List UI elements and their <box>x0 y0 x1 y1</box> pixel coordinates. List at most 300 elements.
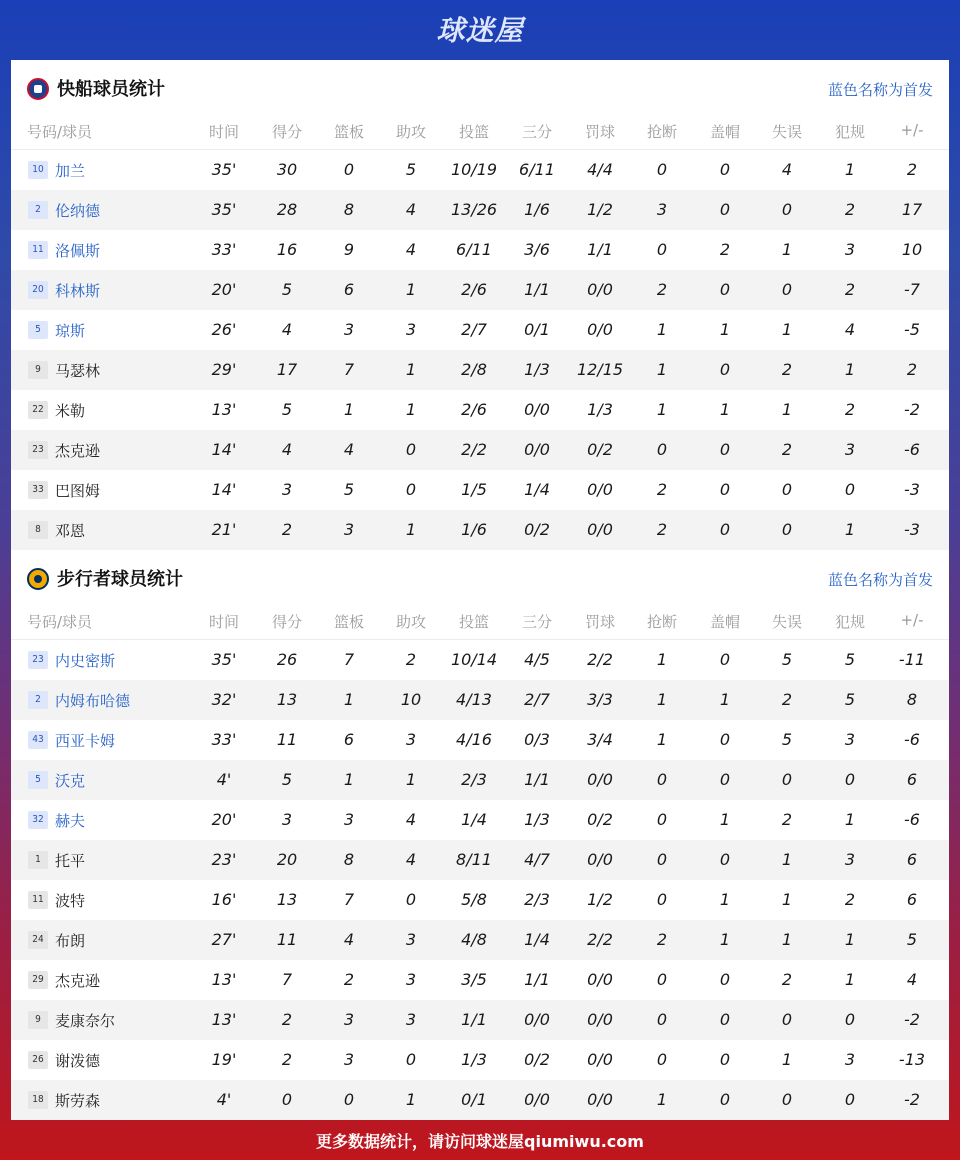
stat-cell: 35' <box>211 200 237 219</box>
stat-cell: 2/7 <box>461 320 487 339</box>
stat-cell: 13' <box>211 970 237 989</box>
stat-cell: 0 <box>719 970 731 989</box>
stat-cell: 1 <box>656 730 668 749</box>
stat-cell: 0 <box>719 850 731 869</box>
stat-cell: 0 <box>405 890 417 909</box>
player-name[interactable]: 杰克逊 <box>55 972 101 990</box>
stat-cell: 1/6 <box>524 200 550 219</box>
stat-cell: 4/13 <box>456 690 492 709</box>
stat-cell: 0 <box>656 240 668 259</box>
jersey-number-badge: 5 <box>28 771 48 789</box>
stat-cell: 0 <box>405 480 417 499</box>
stat-cell: 1/1 <box>587 240 613 259</box>
stat-cell: 4 <box>281 320 293 339</box>
stat-cell: 0 <box>656 1010 668 1029</box>
player-name[interactable]: 琼斯 <box>55 322 86 340</box>
stat-cell: 0 <box>719 1090 731 1109</box>
stat-cell: 27' <box>211 930 237 949</box>
stat-cell: 2 <box>844 400 856 419</box>
player-name[interactable]: 洛佩斯 <box>55 242 101 260</box>
stat-cell: 0 <box>719 360 731 379</box>
column-header: 投篮 <box>458 613 490 631</box>
stat-cell: 2 <box>405 650 417 669</box>
stat-cell: 1 <box>719 890 731 909</box>
stat-cell: 2/2 <box>461 440 487 459</box>
column-header: 助攻 <box>395 123 427 141</box>
player-row[interactable] <box>11 1080 949 1120</box>
player-name[interactable]: 内姆布哈德 <box>55 692 131 710</box>
stat-cell: 0 <box>719 160 731 179</box>
stat-cell: 6 <box>343 280 355 299</box>
stat-cell: 10/14 <box>450 650 498 669</box>
stat-cell: 0/0 <box>587 1050 613 1069</box>
player-row[interactable] <box>11 760 949 800</box>
stat-cell: 0/2 <box>524 1050 550 1069</box>
stat-cell: 1/3 <box>524 810 550 829</box>
stat-cell: 3 <box>844 1050 856 1069</box>
stat-cell: 0/0 <box>524 440 550 459</box>
stat-cell: 16' <box>211 890 237 909</box>
stat-cell: 17 <box>276 360 298 379</box>
stat-cell: 0 <box>656 440 668 459</box>
stat-cell: 0/2 <box>524 520 550 539</box>
stat-cell: 9 <box>343 240 355 259</box>
stat-cell: 1 <box>656 690 668 709</box>
player-name[interactable]: 赫夫 <box>55 812 86 830</box>
stat-cell: 7 <box>343 890 355 909</box>
stat-cell: 30 <box>276 160 298 179</box>
stat-cell: 5/8 <box>461 890 487 909</box>
stat-cell: 2 <box>656 930 668 949</box>
stat-cell: 6 <box>906 850 918 869</box>
stat-cell: -2 <box>904 400 920 419</box>
stat-cell: 6/11 <box>519 160 555 179</box>
stat-cell: 20' <box>211 810 237 829</box>
stat-cell: 3 <box>343 520 355 539</box>
player-name[interactable]: 沃克 <box>55 772 86 790</box>
stat-cell: 1 <box>405 520 417 539</box>
stat-cell: 3 <box>844 850 856 869</box>
stat-cell: 0/1 <box>461 1090 487 1109</box>
stat-cell: 1 <box>343 400 355 419</box>
player-name[interactable]: 伦纳德 <box>55 202 101 220</box>
column-header: 犯规 <box>834 123 866 141</box>
column-header: +/- <box>900 121 924 139</box>
stat-cell: 0 <box>719 1050 731 1069</box>
stat-cell: 5 <box>343 480 355 499</box>
stat-cell: 0/0 <box>524 400 550 419</box>
stat-cell: 3 <box>656 200 668 219</box>
stat-cell: 1/3 <box>587 400 613 419</box>
column-header: 篮板 <box>333 613 365 631</box>
stat-cell: 1 <box>719 320 731 339</box>
stat-cell: 0 <box>719 200 731 219</box>
stat-cell: 0 <box>781 480 793 499</box>
stat-cell: 1 <box>781 1050 793 1069</box>
stat-cell: 1 <box>656 360 668 379</box>
stat-cell: 0 <box>719 730 731 749</box>
column-header: 时间 <box>208 613 240 631</box>
player-name[interactable]: 巴图姆 <box>55 482 101 500</box>
player-row[interactable] <box>11 880 949 920</box>
player-row[interactable] <box>11 680 949 720</box>
stat-cell: 13/26 <box>450 200 498 219</box>
stat-cell: -6 <box>904 810 920 829</box>
stat-cell: 1/3 <box>524 360 550 379</box>
stat-cell: 1/1 <box>524 970 550 989</box>
stat-cell: 1 <box>405 400 417 419</box>
player-row[interactable] <box>11 1040 949 1080</box>
stat-cell: 1 <box>844 930 856 949</box>
stat-cell: 2 <box>781 440 793 459</box>
jersey-number-badge: 18 <box>28 1091 48 1109</box>
stat-cell: 3/4 <box>587 730 613 749</box>
stat-cell: 5 <box>781 730 793 749</box>
jersey-number-badge: 24 <box>28 931 48 949</box>
stat-cell: 8/11 <box>456 850 492 869</box>
stat-cell: 4/8 <box>461 930 487 949</box>
stat-cell: 1 <box>844 360 856 379</box>
stat-cell: 12/15 <box>576 360 624 379</box>
player-row[interactable] <box>11 350 949 390</box>
stat-cell: 35' <box>211 160 237 179</box>
stat-cell: 2 <box>781 690 793 709</box>
stat-cell: -7 <box>904 280 920 299</box>
stat-cell: 11 <box>276 930 298 949</box>
stat-cell: 8 <box>906 690 918 709</box>
stat-cell: 1 <box>719 690 731 709</box>
stat-cell: 2/3 <box>524 890 550 909</box>
player-row[interactable] <box>11 640 949 680</box>
stat-cell: -13 <box>898 1050 926 1069</box>
player-row[interactable] <box>11 960 949 1000</box>
stat-cell: 4 <box>405 240 417 259</box>
stat-cell: 6/11 <box>456 240 492 259</box>
stat-cell: 4 <box>844 320 856 339</box>
stat-cell: 0 <box>656 770 668 789</box>
player-row[interactable] <box>11 390 949 430</box>
stat-cell: -5 <box>904 320 920 339</box>
stat-cell: 0/0 <box>587 280 613 299</box>
player-name[interactable]: 科林斯 <box>55 282 101 300</box>
column-header: 失误 <box>771 123 803 141</box>
stat-cell: 2 <box>343 970 355 989</box>
stat-cell: 0 <box>781 520 793 539</box>
player-row[interactable] <box>11 150 949 190</box>
jersey-number-badge: 1 <box>28 851 48 869</box>
stat-cell: 2 <box>844 890 856 909</box>
jersey-number-badge: 2 <box>28 691 48 709</box>
stat-cell: 2 <box>656 520 668 539</box>
stat-cell: 13' <box>211 1010 237 1029</box>
column-header: 罚球 <box>584 123 616 141</box>
stat-cell: 1 <box>719 400 731 419</box>
jersey-number-badge: 43 <box>28 731 48 749</box>
player-name[interactable]: 波特 <box>55 892 86 910</box>
stat-cell: 0 <box>656 850 668 869</box>
stat-cell: 3 <box>844 240 856 259</box>
stat-cell: 0 <box>781 770 793 789</box>
stat-cell: 1/4 <box>524 930 550 949</box>
stat-cell: 4 <box>906 970 918 989</box>
footer-link[interactable]: 更多数据统计，请访问球迷屋qiumiwu.com <box>316 1131 644 1151</box>
stat-cell: 0/0 <box>587 480 613 499</box>
stat-cell: 0 <box>281 1090 293 1109</box>
stat-cell: 1/3 <box>461 1050 487 1069</box>
stat-cell: 2 <box>781 970 793 989</box>
player-name[interactable]: 内史密斯 <box>55 652 116 670</box>
player-name[interactable]: 托平 <box>55 852 86 870</box>
stat-cell: 0/2 <box>587 440 613 459</box>
column-header: 盖帽 <box>709 613 741 631</box>
stat-cell: 10 <box>400 690 422 709</box>
jersey-number-badge: 20 <box>28 281 48 299</box>
stat-cell: 4 <box>781 160 793 179</box>
stat-cell: 33' <box>211 240 237 259</box>
player-row[interactable] <box>11 510 949 550</box>
stat-cell: 1 <box>844 970 856 989</box>
stat-cell: 2/2 <box>587 650 613 669</box>
stat-cell: 4 <box>405 200 417 219</box>
stat-cell: 1 <box>656 320 668 339</box>
stat-cell: 0/3 <box>524 730 550 749</box>
stat-cell: 4' <box>216 770 232 789</box>
stat-cell: 2 <box>781 810 793 829</box>
stat-cell: -3 <box>904 520 920 539</box>
stat-cell: 0 <box>719 520 731 539</box>
column-header: 号码/球员 <box>27 613 93 631</box>
stat-cell: 0/2 <box>587 810 613 829</box>
stat-cell: 13 <box>276 690 298 709</box>
stat-cell: 2/6 <box>461 280 487 299</box>
jersey-number-badge: 8 <box>28 521 48 539</box>
column-header: 失误 <box>771 613 803 631</box>
stat-cell: 16 <box>276 240 298 259</box>
column-header: +/- <box>900 611 924 629</box>
stat-cell: 33' <box>211 730 237 749</box>
stat-cell: 4/5 <box>524 650 550 669</box>
stat-cell: 3 <box>343 1050 355 1069</box>
stat-cell: 0/0 <box>524 1010 550 1029</box>
stat-cell: 5 <box>281 400 293 419</box>
stat-cell: 0 <box>719 650 731 669</box>
stat-cell: 0 <box>719 770 731 789</box>
player-name[interactable]: 斯劳森 <box>55 1092 101 1110</box>
stat-cell: 3 <box>343 810 355 829</box>
stat-cell: 4 <box>405 850 417 869</box>
jersey-number-badge: 2 <box>28 201 48 219</box>
player-row[interactable] <box>11 230 949 270</box>
player-row[interactable] <box>11 470 949 510</box>
stat-cell: 1 <box>405 360 417 379</box>
column-header: 三分 <box>521 613 553 631</box>
stat-cell: 0 <box>343 160 355 179</box>
stat-cell: 1/1 <box>524 280 550 299</box>
stat-cell: -2 <box>904 1090 920 1109</box>
column-header: 罚球 <box>584 613 616 631</box>
stat-cell: 0/0 <box>587 1010 613 1029</box>
stat-cell: 2/7 <box>524 690 550 709</box>
stat-cell: 35' <box>211 650 237 669</box>
stat-cell: 1/1 <box>524 770 550 789</box>
stat-cell: 0 <box>656 970 668 989</box>
stat-cell: 0/0 <box>587 970 613 989</box>
column-header: 时间 <box>208 123 240 141</box>
player-row[interactable] <box>11 310 949 350</box>
stat-cell: 5 <box>281 280 293 299</box>
stat-cell: 20 <box>276 850 298 869</box>
stat-cell: 3 <box>405 320 417 339</box>
column-header: 号码/球员 <box>27 123 93 141</box>
jersey-number-badge: 26 <box>28 1051 48 1069</box>
player-row[interactable] <box>11 190 949 230</box>
stat-cell: 3/6 <box>524 240 550 259</box>
stat-cell: 2 <box>656 480 668 499</box>
stat-cell: 0 <box>719 440 731 459</box>
stat-cell: 0 <box>781 1010 793 1029</box>
stat-cell: 4 <box>343 440 355 459</box>
stat-cell: 2 <box>281 1010 293 1029</box>
stat-cell: 0 <box>844 1010 856 1029</box>
stat-cell: 20' <box>211 280 237 299</box>
column-header: 投篮 <box>458 123 490 141</box>
jersey-number-badge: 23 <box>28 651 48 669</box>
stat-cell: 6 <box>906 890 918 909</box>
stat-cell: 2 <box>844 200 856 219</box>
player-row[interactable] <box>11 430 949 470</box>
player-row[interactable] <box>11 840 949 880</box>
brand-logo: 球迷屋 <box>436 14 524 47</box>
stat-cell: 4' <box>216 1090 232 1109</box>
stat-cell: 1/4 <box>524 480 550 499</box>
player-name[interactable]: 米勒 <box>55 402 86 420</box>
player-name[interactable]: 邓恩 <box>55 522 86 540</box>
jersey-number-badge: 32 <box>28 811 48 829</box>
jersey-number-badge: 29 <box>28 971 48 989</box>
player-name[interactable]: 马瑟林 <box>55 362 101 380</box>
stat-cell: 32' <box>211 690 237 709</box>
column-header: 抢断 <box>646 613 678 631</box>
jersey-number-badge: 33 <box>28 481 48 499</box>
stat-cell: 13' <box>211 400 237 419</box>
stat-cell: -6 <box>904 730 920 749</box>
starter-legend-note: 蓝色名称为首发 <box>827 81 933 99</box>
stat-cell: 23' <box>211 850 237 869</box>
jersey-number-badge: 5 <box>28 321 48 339</box>
player-name[interactable]: 麦康奈尔 <box>55 1012 116 1030</box>
column-header: 盖帽 <box>709 123 741 141</box>
stat-cell: 0 <box>781 280 793 299</box>
stat-cell: 1/4 <box>461 810 487 829</box>
column-header: 犯规 <box>834 613 866 631</box>
player-row[interactable] <box>11 800 949 840</box>
jersey-number-badge: 11 <box>28 241 48 259</box>
player-name[interactable]: 布朗 <box>55 932 86 950</box>
stat-cell: 3 <box>844 730 856 749</box>
stat-cell: 0 <box>719 280 731 299</box>
stat-cell: 0/0 <box>587 850 613 869</box>
table-header <box>11 110 949 150</box>
stat-cell: 1 <box>781 400 793 419</box>
stat-cell: 2/6 <box>461 400 487 419</box>
stat-cell: 2 <box>656 280 668 299</box>
stat-cell: 19' <box>211 1050 237 1069</box>
stat-cell: 1 <box>781 320 793 339</box>
stat-cell: 10 <box>901 240 923 259</box>
stat-cell: 3 <box>405 730 417 749</box>
stat-cell: 0 <box>719 1010 731 1029</box>
column-header: 得分 <box>271 123 303 141</box>
stat-cell: 4/16 <box>456 730 492 749</box>
table-header <box>11 600 949 640</box>
stat-cell: -6 <box>904 440 920 459</box>
stat-cell: -3 <box>904 480 920 499</box>
stat-cell: 0 <box>781 1090 793 1109</box>
stat-cell: 1 <box>781 240 793 259</box>
stat-cell: 21' <box>211 520 237 539</box>
stat-cell: 2 <box>906 360 918 379</box>
stat-cell: 28 <box>276 200 298 219</box>
stat-cell: 2/2 <box>587 930 613 949</box>
stat-cell: 0 <box>844 770 856 789</box>
column-header: 助攻 <box>395 613 427 631</box>
starter-legend-note: 蓝色名称为首发 <box>827 571 933 589</box>
stat-cell: 0/0 <box>524 1090 550 1109</box>
stat-cell: 5 <box>906 930 918 949</box>
stat-cell: 5 <box>781 650 793 669</box>
player-row[interactable] <box>11 720 949 760</box>
stat-cell: 29' <box>211 360 237 379</box>
stat-cell: 0/0 <box>587 520 613 539</box>
stat-cell: 3 <box>281 810 293 829</box>
stat-cell: 0 <box>405 1050 417 1069</box>
stat-cell: 3 <box>405 1010 417 1029</box>
team-title: 快船球员统计 <box>57 79 165 100</box>
stat-cell: 7 <box>281 970 293 989</box>
jersey-number-badge: 23 <box>28 441 48 459</box>
player-name[interactable]: 加兰 <box>55 162 86 180</box>
stat-cell: 4/7 <box>524 850 550 869</box>
player-name[interactable]: 杰克逊 <box>55 442 101 460</box>
stat-cell: 0 <box>844 1090 856 1109</box>
stat-cell: 1 <box>781 930 793 949</box>
player-row[interactable] <box>11 920 949 960</box>
player-row[interactable] <box>11 1000 949 1040</box>
stat-cell: 0 <box>719 480 731 499</box>
stat-cell: 1/6 <box>461 520 487 539</box>
player-row[interactable] <box>11 270 949 310</box>
player-name[interactable]: 西亚卡姆 <box>55 732 116 750</box>
stat-cell: 1/2 <box>587 200 613 219</box>
stat-cell: 1 <box>656 400 668 419</box>
stat-cell: -2 <box>904 1010 920 1029</box>
stat-cell: 1 <box>343 690 355 709</box>
stat-cell: 2/3 <box>461 770 487 789</box>
stat-cell: 2 <box>906 160 918 179</box>
stat-cell: 5 <box>844 690 856 709</box>
stat-cell: 1 <box>656 650 668 669</box>
stat-cell: 1/1 <box>461 1010 487 1029</box>
stat-cell: 0 <box>656 810 668 829</box>
stat-cell: 1 <box>405 280 417 299</box>
stat-cell: 1 <box>719 930 731 949</box>
stat-cell: 1 <box>405 770 417 789</box>
stat-cell: 1/5 <box>461 480 487 499</box>
stat-cell: 2 <box>281 520 293 539</box>
player-name[interactable]: 谢泼德 <box>55 1052 101 1070</box>
stat-cell: 3 <box>343 320 355 339</box>
stat-cell: 7 <box>343 650 355 669</box>
